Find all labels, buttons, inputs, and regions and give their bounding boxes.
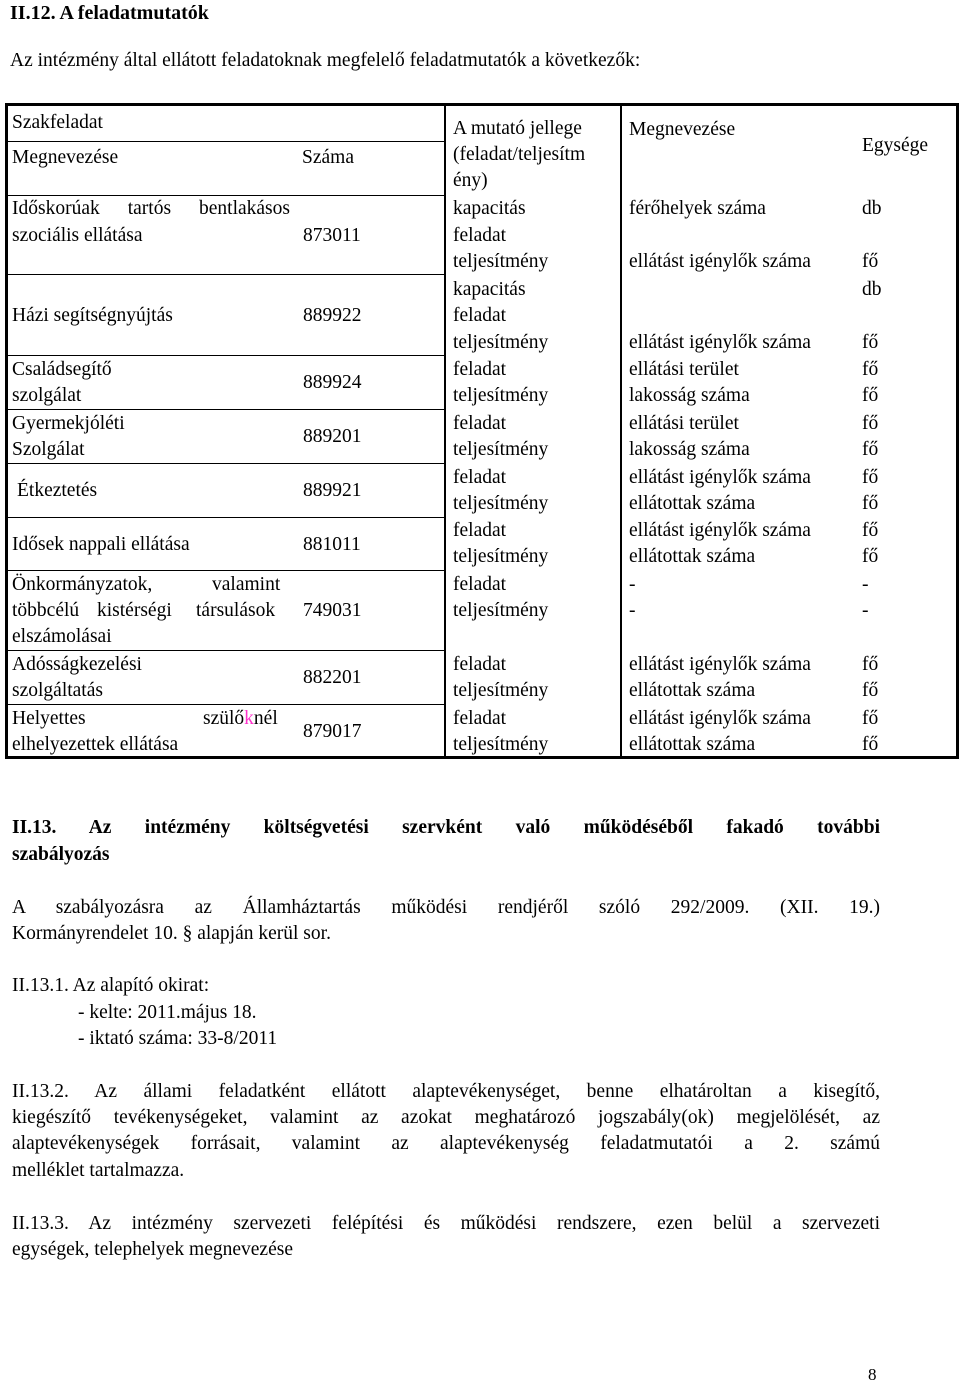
list-item: - kelte: 2011.május 18. [78,1002,257,1023]
row-mutato: férőhelyek száma [629,198,766,219]
row-code: 879017 [303,721,362,742]
row-code: 881011 [303,534,361,555]
page-number: 8 [868,1365,877,1384]
row-mutato: lakosság száma [629,439,750,460]
header-mutato-jellege: A mutató jellege [453,118,582,139]
row-unit: fő [862,493,879,514]
header-szakfeladat: Szakfeladat [12,112,103,133]
row-name: Adósságkezelési [12,654,142,675]
row-name: szolgáltatás [12,680,103,701]
row-unit: - [862,600,869,621]
header-megnevezese: Megnevezése [12,147,119,168]
row-jelleg: kapacitás [453,279,526,300]
row-mutato: - [629,600,636,621]
row-unit: fő [862,708,879,729]
row-jelleg: teljesítmény [453,734,549,755]
row-mutato: ellátottak száma [629,546,756,567]
paragraph: alaptevékenységek forrásait, valamint az alaptevékenység feladatmutatói a 2. számú [12,1133,880,1154]
header-szama: Száma [302,147,354,168]
row-unit: fő [862,734,879,755]
row-name: társulások [196,600,276,621]
row-mutato: ellátottak száma [629,680,756,701]
row-name: kistérségi [97,600,172,621]
row-code: 873011 [303,225,361,246]
row-unit: fő [862,520,879,541]
row-jelleg: feladat [453,467,507,488]
header-mutato-jellege: ény) [453,170,488,191]
row-mutato: ellátási terület [629,359,739,380]
row-name: többcélú [12,600,80,621]
row-mutato: ellátást igénylők száma [629,467,811,488]
row-mutato: - [629,574,636,595]
row-unit: fő [862,654,879,675]
row-mutato: lakosság száma [629,385,750,406]
row-jelleg: feladat [453,520,507,541]
row-name: Étkeztetés [17,480,98,501]
row-name: Szolgálat [12,439,85,460]
header-mutato-jellege: (feladat/teljesítm [453,144,586,165]
row-jelleg: teljesítmény [453,493,549,514]
row-jelleg: feladat [453,413,507,434]
row-code: 882201 [303,667,362,688]
row-unit: db [862,198,882,219]
row-jelleg: feladat [453,574,507,595]
row-unit: fő [862,680,879,701]
paragraph: kiegészítő tevékenységeket, valamint az azokat meghatározó jogszabály(ok) megjelölését, az [12,1107,880,1128]
list-item: - iktató száma: 33-8/2011 [78,1028,278,1049]
paragraph: A szabályozásra az Államháztartás működési rendjéről szóló 292/2009. (XII. 19.) [12,897,880,918]
row-jelleg: feladat [453,225,507,246]
row-mutato: ellátást igénylők száma [629,708,811,729]
row-code: 889924 [303,372,362,393]
row-mutato: ellátottak száma [629,734,756,755]
row-name: Családsegítő [12,359,112,380]
paragraph: egységek, telephelyek megnevezése [12,1239,293,1260]
row-mutato: ellátást igénylők száma [629,332,811,353]
row-name: elhelyezettek ellátása [12,734,179,755]
row-jelleg: feladat [453,708,507,729]
row-mutato: ellátást igénylők száma [629,654,811,675]
row-mutato: ellátási terület [629,413,739,434]
row-unit: fő [862,385,879,406]
row-jelleg: teljesítmény [453,332,549,353]
header-egysege: Egysége [862,135,929,156]
row-unit: fő [862,546,879,567]
row-jelleg: teljesítmény [453,439,549,460]
row-name: Házi segítségnyújtás [12,305,173,326]
row-code: 889921 [303,480,362,501]
row-mutato: ellátást igénylők száma [629,251,811,272]
row-unit: fő [862,467,879,488]
row-code: 889201 [303,426,362,447]
row-jelleg: teljesítmény [453,385,549,406]
row-name: elszámolásai [12,626,112,647]
paragraph: II.13.2. Az állami feladatként ellátott alaptevékenységet, benne elhatároltan a kisegítő, [12,1081,880,1102]
section-heading-13: II.13. Az intézmény költségvetési szervként való működéséből fakadó további [12,817,880,838]
row-jelleg: teljesítmény [453,546,549,567]
row-name: Gyermekjóléti [12,413,125,434]
row-jelleg: teljesítmény [453,680,549,701]
row-unit: fő [862,251,879,272]
row-unit: - [862,574,869,595]
row-name: szociális ellátása [12,225,143,246]
row-name: Időskorúak tartós bentlakásos [12,198,290,219]
row-name: Idősek nappali ellátása [12,534,190,555]
row-unit: db [862,279,882,300]
paragraph: Kormányrendelet 10. § alapján kerül sor. [12,923,331,944]
row-unit: fő [862,439,879,460]
row-jelleg: teljesítmény [453,251,549,272]
row-name: Önkormányzatok, [12,574,153,595]
row-jelleg: feladat [453,305,507,326]
section-title: II.12. A feladatmutatók [10,2,209,24]
row-name: valamint [212,574,281,595]
row-unit: fő [862,359,879,380]
row-code: 749031 [303,600,362,621]
row-unit: fő [862,332,879,353]
row-name: szolgálat [12,385,82,406]
row-mutato: ellátást igénylők száma [629,520,811,541]
row-name: Helyettes [12,708,86,729]
row-jelleg: teljesítmény [453,600,549,621]
row-unit: fő [862,413,879,434]
header-mutato-megnevezese: Megnevezése [629,119,736,140]
paragraph: II.13.3. Az intézmény szervezeti felépítési és működési rendszere, ezen belül a szervezeti [12,1213,880,1234]
row-jelleg: feladat [453,359,507,380]
row-jelleg: feladat [453,654,507,675]
paragraph: melléklet tartalmazza. [12,1160,185,1181]
row-mutato: ellátottak száma [629,493,756,514]
row-code: 889922 [303,305,362,326]
section-heading-13: szabályozás [12,844,110,865]
intro-text: Az intézmény által ellátott feladatoknak megfelelő feladatmutatók a következők: [10,50,641,71]
subsection-13-1-title: II.13.1. Az alapító okirat: [12,975,210,996]
row-name: szülőknél [203,708,278,729]
row-jelleg: kapacitás [453,198,526,219]
